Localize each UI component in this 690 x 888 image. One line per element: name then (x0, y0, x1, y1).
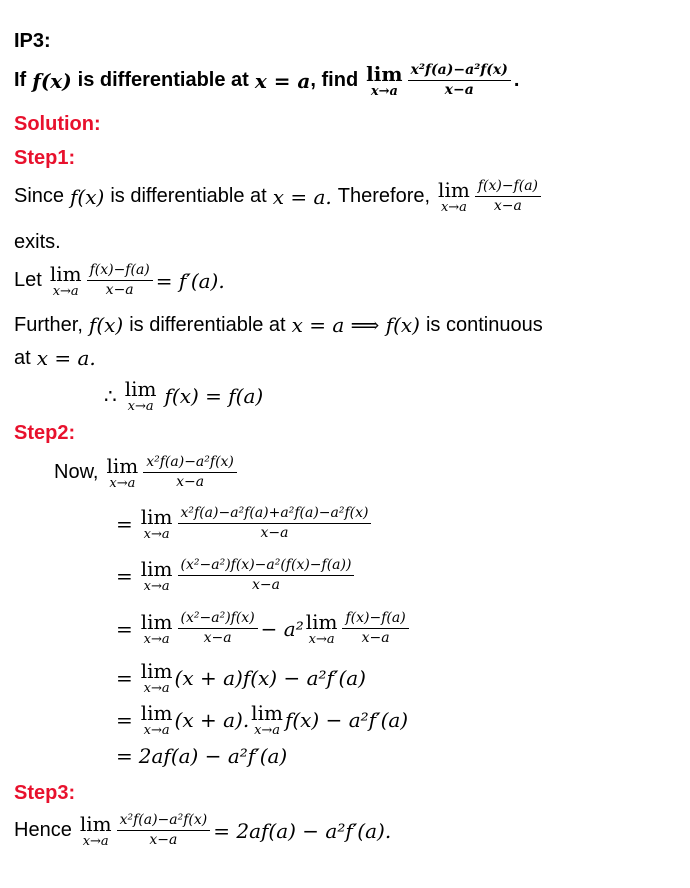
lim-subscript: x→a (143, 681, 170, 696)
step3-line (14, 812, 391, 849)
let-line (14, 262, 225, 299)
fraction-numerator: x²f(a)−a²f(x) (117, 812, 211, 831)
lim-word: lim (140, 556, 173, 581)
lim-word: lim (79, 811, 112, 836)
question-mid: is differentiable at (77, 69, 249, 91)
further-end: is continuous (425, 313, 543, 336)
problem-statement (14, 62, 519, 99)
let-rhs: = f′(a). (155, 268, 225, 293)
fraction-numerator: x²f(a)−a²f(x) (143, 454, 237, 473)
fraction-denominator: x−a (149, 832, 178, 848)
lim-word: lim (124, 377, 157, 401)
let-fraction (87, 262, 153, 299)
let-text: Let (14, 269, 42, 291)
step2-limit-b (306, 611, 338, 647)
lim-subscript: x→a (143, 631, 170, 647)
step2-limit (106, 455, 138, 491)
lim-subscript: x→a (109, 475, 136, 491)
step1-line1 (14, 178, 544, 215)
step2-fraction (143, 454, 237, 491)
step2-fraction (178, 505, 372, 542)
step2-fraction-b (342, 610, 408, 647)
fraction-denominator: x−a (493, 198, 522, 214)
lim-word: lim (305, 609, 338, 634)
since-fx: f(x) (70, 184, 105, 209)
solution-label: Solution: (14, 113, 101, 135)
fraction-numerator: x²f(a)−a²f(a)+a²f(a)−a²f(x) (178, 505, 372, 524)
lim-subscript: x→a (127, 399, 154, 414)
question-limit (366, 63, 402, 99)
step2-limit (141, 611, 173, 647)
step2-limit (141, 660, 173, 696)
equals-sign: = (116, 616, 133, 641)
lim-subscript: x→a (52, 283, 79, 299)
step1-label: Step1: (14, 147, 76, 169)
since-cond: x = a. (272, 184, 332, 209)
equals-sign: = (116, 511, 133, 536)
step2-limit (141, 506, 173, 542)
equals-sign: = (116, 744, 133, 768)
step2-limit (141, 558, 173, 594)
step2-label: Step2: (14, 422, 76, 444)
step2-line6-expr-b: f(x) − a²f′(a) (284, 708, 409, 732)
lim-word: lim (140, 504, 173, 529)
continuity-line (104, 378, 263, 414)
question-fx: f(x) (32, 68, 72, 93)
step3-fraction (117, 812, 211, 849)
therefore-text: Therefore, (337, 185, 431, 207)
fraction-denominator: x−a (444, 82, 474, 98)
step3-limit (80, 813, 112, 849)
fraction-denominator: x−a (260, 525, 289, 541)
further-line (14, 313, 543, 337)
lim-subscript: x→a (82, 833, 109, 849)
step2-line1 (54, 454, 240, 491)
question-cond: x = a (254, 68, 311, 93)
question-find: , find (310, 69, 359, 91)
question-prefix: If (14, 69, 27, 91)
continuity-expr: f(x) = f(a) (164, 384, 264, 408)
lim-word: lim (106, 453, 139, 478)
question-end: . (513, 69, 520, 91)
fraction-denominator: x−a (252, 577, 280, 593)
step2-line4 (116, 610, 412, 647)
equals-sign: = (116, 563, 133, 588)
lim-subscript: x→a (254, 723, 281, 738)
fraction-numerator: (x²−a²)f(x) (178, 610, 258, 629)
since-mid: is differentiable at (110, 185, 267, 207)
equals-sign: = (116, 666, 133, 690)
lim-subscript: x→a (440, 199, 467, 215)
lim-word: lim (438, 177, 470, 202)
lim-subscript: x→a (143, 526, 170, 542)
further-fx: f(x) (88, 313, 124, 337)
at-cond: x = a. (36, 346, 96, 370)
step2-line7 (116, 744, 287, 768)
step3-rhs: = 2af(a) − a²f′(a). (213, 818, 392, 843)
problem-heading: IP3: (14, 30, 51, 52)
now-text: Now, (54, 461, 99, 483)
equals-sign: = (116, 708, 133, 732)
lim-subscript: x→a (143, 723, 170, 738)
lim-word: lim (140, 659, 173, 683)
lim-word: lim (140, 609, 173, 634)
fraction-denominator: x−a (105, 282, 134, 298)
exits-text: exits. (14, 231, 61, 253)
fraction-denominator: x−a (176, 474, 205, 490)
question-fraction (408, 62, 511, 99)
further-mid: is differentiable at (129, 313, 286, 336)
step2-limit (141, 702, 173, 738)
step1-limit (438, 179, 470, 215)
lim-subscript: x→a (370, 83, 398, 99)
lim-word: lim (140, 701, 173, 725)
since-text: Since (14, 185, 65, 207)
fraction-numerator: f(x)−f(a) (475, 178, 541, 197)
fraction-denominator: x−a (361, 630, 390, 646)
at-text: at (14, 346, 31, 369)
fraction-numerator: x²f(a)−a²f(x) (408, 62, 511, 81)
step1-fraction (475, 178, 541, 215)
lim-word: lim (49, 261, 82, 286)
step2-line5 (116, 660, 366, 696)
fraction-numerator: (x²−a²)f(x)−a²(f(x)−f(a)) (178, 557, 355, 576)
lim-subscript: x→a (308, 631, 335, 647)
step3-label: Step3: (14, 782, 76, 804)
further-implication: x = a ⟹ f(x) (291, 313, 420, 337)
hence-text: Hence (14, 819, 72, 841)
at-line (14, 346, 96, 370)
lim-word: lim (251, 701, 283, 725)
fraction-numerator: f(x)−f(a) (87, 262, 153, 281)
fraction-numerator: f(x)−f(a) (342, 610, 408, 629)
fraction-denominator: x−a (203, 630, 232, 646)
therefore-symbol: ∴ (104, 384, 117, 408)
step2-line6-expr-a: (x + a). (174, 708, 250, 732)
lim-subscript: x→a (143, 578, 170, 594)
step2-line7-expr: 2af(a) − a²f′(a) (138, 744, 288, 768)
step2-line4-mid: − a² (260, 616, 304, 641)
lim-word: lim (366, 61, 403, 86)
further-text: Further, (14, 313, 83, 336)
step2-fraction (178, 557, 355, 594)
step2-line6 (116, 702, 408, 738)
step2-line2 (116, 505, 374, 542)
step2-limit-b (251, 702, 283, 738)
continuity-limit (125, 378, 157, 414)
let-limit (50, 263, 82, 299)
step2-fraction-a (178, 610, 258, 647)
step2-line5-expr: (x + a)f(x) − a²f′(a) (174, 666, 366, 690)
step2-line3 (116, 557, 357, 594)
